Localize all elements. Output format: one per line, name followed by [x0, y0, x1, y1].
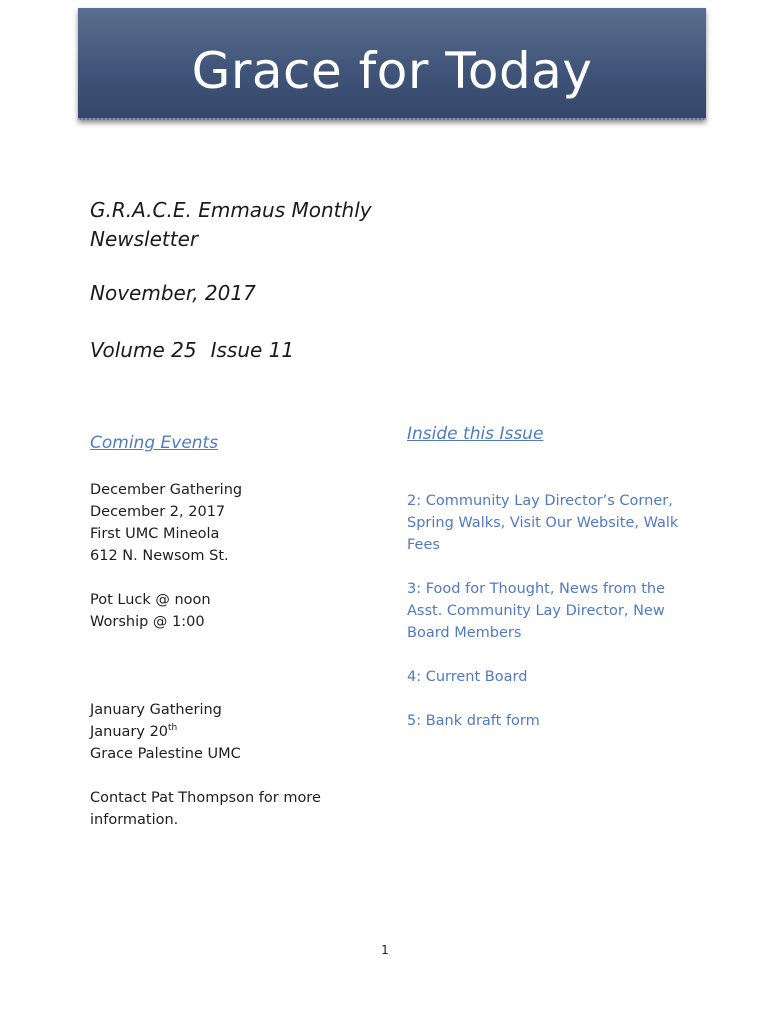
potluck-time: Pot Luck @ noon — [90, 592, 211, 608]
worship-time: Worship @ 1:00 — [90, 614, 205, 630]
december-gathering-location: First UMC Mineola — [90, 526, 220, 542]
january-date-text: January 20 — [90, 724, 169, 740]
newsletter-name: G.R.A.C.E. Emmaus Monthly Newsletter — [90, 198, 372, 251]
january-gathering-location: Grace Palestine UMC — [90, 746, 241, 762]
issue-label: Issue 11 — [210, 338, 295, 362]
ordinal-suffix: th — [168, 723, 178, 734]
coming-events-heading: Coming Events — [90, 433, 219, 453]
contents-entry-page-3: 3: Food for Thought, News from the Asst. Community Lay Director, New Board Members — [407, 581, 665, 641]
january-gathering-date — [90, 721, 340, 743]
contents-entry-page-5: 5: Bank draft form — [407, 713, 540, 729]
december-gathering-address: 612 N. Newsom St. — [90, 548, 229, 564]
banner-title: Grace for Today — [191, 42, 593, 100]
contact-info: Contact Pat Thompson for more information. — [90, 790, 321, 828]
volume-label: Volume 25 — [90, 338, 197, 362]
newsletter-banner — [78, 8, 706, 120]
december-gathering-title: December Gathering — [90, 482, 243, 498]
page-number: 1 — [381, 943, 389, 957]
inside-issue-list — [407, 490, 692, 754]
inside-issue-heading: Inside this Issue — [407, 424, 544, 444]
issue-date: November, 2017 — [90, 281, 256, 305]
contents-entry-page-4: 4: Current Board — [407, 669, 528, 685]
contents-entry-page-2: 2: Community Lay Director’s Corner, Spring Walks, Visit Our Website, Walk Fees — [407, 493, 679, 553]
january-gathering-title: January Gathering — [90, 702, 222, 718]
december-gathering-date: December 2, 2017 — [90, 504, 226, 520]
coming-events-list — [90, 479, 340, 831]
volume-issue — [90, 338, 294, 362]
